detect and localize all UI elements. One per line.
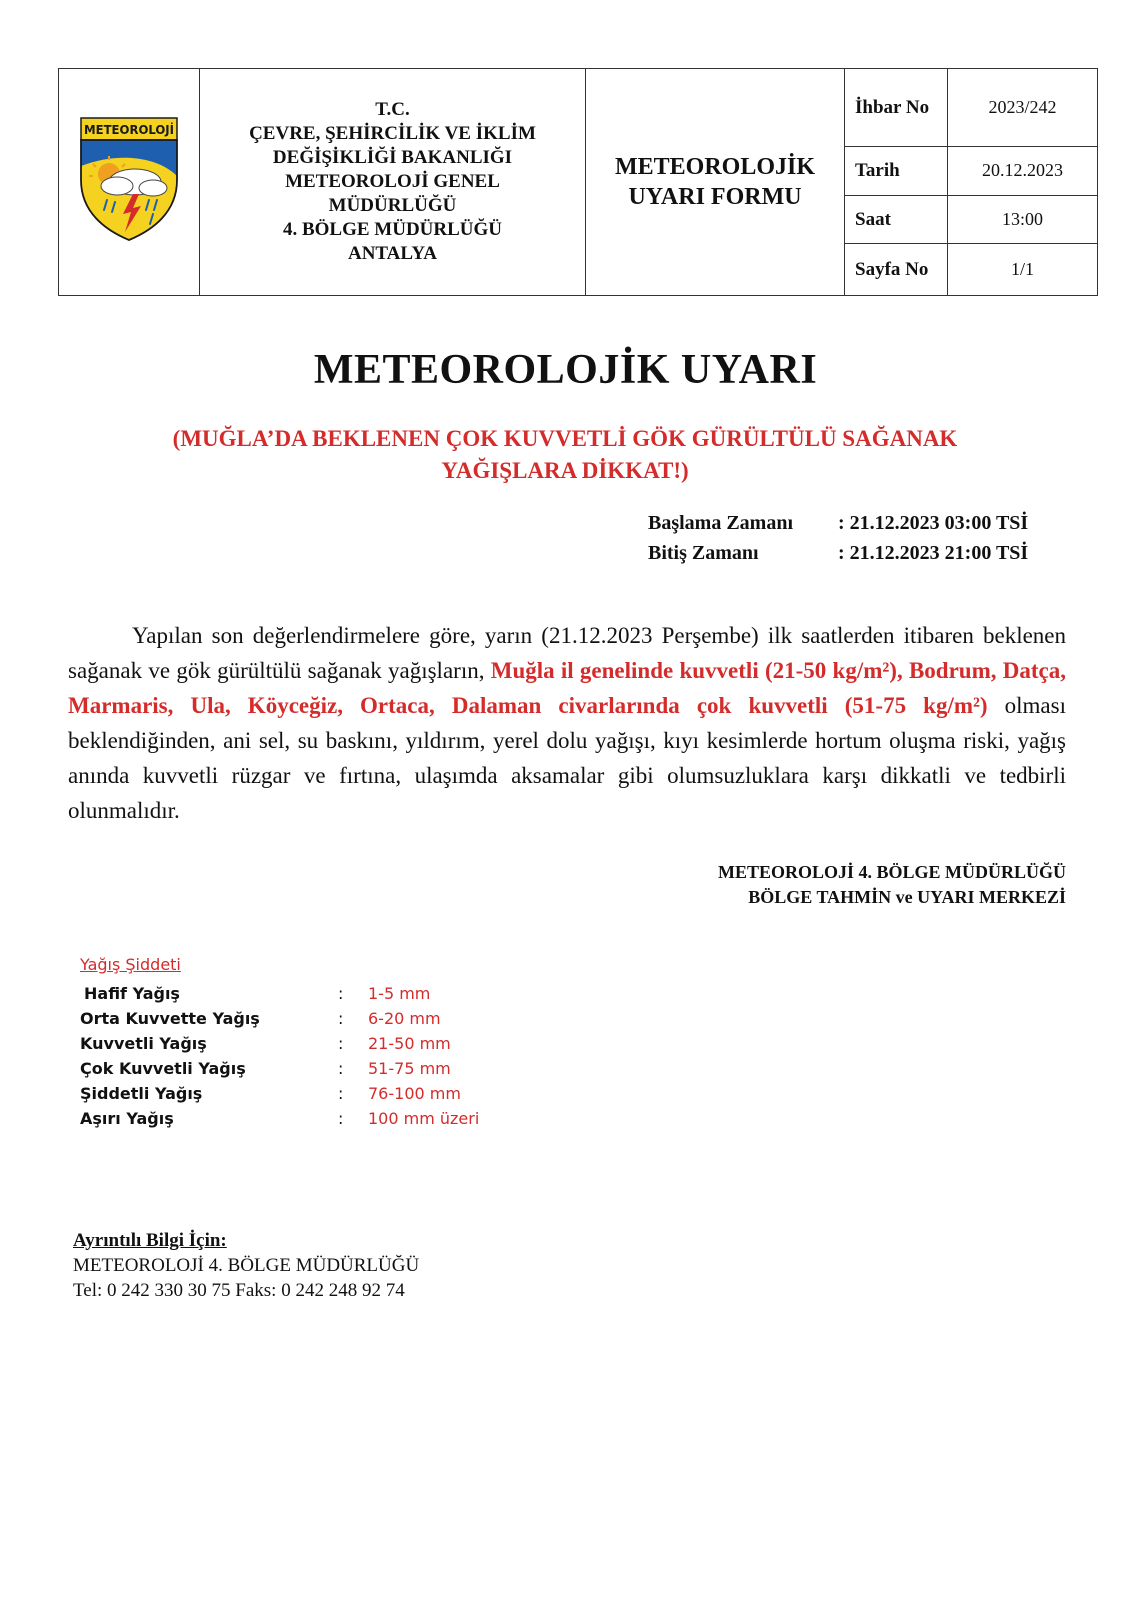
rain-intensity-legend <box>80 955 479 1131</box>
intensity-row <box>80 1106 479 1131</box>
intensity-label: Orta Kuvvette Yağış <box>80 1009 260 1028</box>
signature <box>718 860 1066 910</box>
intensity-colon: : <box>338 1109 344 1128</box>
field-label-saat: Saat <box>845 195 948 243</box>
intensity-row <box>80 1081 479 1106</box>
logo-cell <box>59 69 200 296</box>
field-value-tarih: 20.12.2023 <box>948 147 1098 195</box>
intensity-row <box>80 1056 479 1081</box>
field-label-ihbar-no: İhbar No <box>845 69 948 147</box>
contact-title: Ayrıntılı Bilgi İçin: <box>73 1230 227 1251</box>
intensity-value: 100 mm üzeri <box>368 1109 480 1128</box>
start-time-value: : 21.12.2023 03:00 TSİ <box>838 511 1029 534</box>
field-value-sayfa-no: 1/1 <box>948 243 1098 295</box>
ministry-line: METEOROLOJİ GENEL <box>285 171 500 192</box>
warning-body <box>68 618 1066 828</box>
intensity-colon: : <box>338 1084 344 1103</box>
field-label-sayfa-no: Sayfa No <box>845 243 948 295</box>
body-text-intro: Yapılan son değerlendirmelere göre, yarın (21.12.2023 Perşembe) ilk saatlerden itibaren beklenen sağanak ve gök gürültülü sağanak yağışların, <box>68 623 1066 683</box>
intensity-row <box>80 1031 479 1056</box>
form-title-cell <box>586 69 845 296</box>
start-time-label: Başlama Zamanı <box>648 511 794 534</box>
intensity-title: Yağış Şiddeti <box>80 955 181 974</box>
intensity-colon: : <box>338 1009 344 1028</box>
contact-info <box>73 1228 419 1303</box>
intensity-colon: : <box>338 1034 344 1053</box>
ministry-line: ANTALYA <box>347 243 438 264</box>
ministry-line: 4. BÖLGE MÜDÜRLÜĞÜ <box>282 219 503 240</box>
logo-text: METEOROLOJİ <box>84 122 177 137</box>
field-value-ihbar-no: 2023/242 <box>948 69 1098 147</box>
page-title: METEOROLOJİK UYARI <box>313 347 818 393</box>
intensity-label: Şiddetli Yağış <box>80 1084 203 1103</box>
intensity-label: Hafif Yağış <box>84 984 180 1003</box>
signature-line: BÖLGE TAHMİN ve UYARI MERKEZİ <box>748 887 1066 907</box>
time-window <box>648 508 1068 568</box>
intensity-value: 76-100 mm <box>368 1084 461 1103</box>
end-time-label: Bitiş Zamanı <box>648 541 759 564</box>
ministry-line: ÇEVRE, ŞEHİRCİLİK VE İKLİM <box>249 123 536 144</box>
body-text-highlight: Muğla il genelinde kuvvetli (21-50 kg/m²), Bodrum, Datça, Marmaris, Ula, Köyceğiz, Ortaca, Dalaman civarlarında çok kuvvetli (51-75 kg/m²) <box>68 658 1066 718</box>
ministry-line: T.C. <box>375 99 410 120</box>
field-label-tarih: Tarih <box>845 147 948 195</box>
intensity-value: 51-75 mm <box>368 1059 451 1078</box>
intensity-colon: : <box>338 1059 344 1078</box>
ministry-line: MÜDÜRLÜĞÜ <box>328 195 457 216</box>
intensity-label: Kuvvetli Yağış <box>80 1034 207 1053</box>
field-value-saat: 13:00 <box>948 195 1098 243</box>
intensity-row <box>80 1006 479 1031</box>
end-time-value: : 21.12.2023 21:00 TSİ <box>838 541 1029 564</box>
meteoroloji-logo <box>77 116 181 244</box>
warning-subtitle: (MUĞLA’DA BEKLENEN ÇOK KUVVETLİ GÖK GÜRÜLTÜLÜ SAĞANAK YAĞIŞLARA DİKKAT!) <box>172 426 958 483</box>
intensity-value: 21-50 mm <box>368 1034 451 1053</box>
intensity-colon: : <box>338 984 344 1003</box>
intensity-label: Çok Kuvvetli Yağış <box>80 1059 246 1078</box>
intensity-value: 6-20 mm <box>368 1009 441 1028</box>
intensity-label: Aşırı Yağış <box>80 1109 174 1128</box>
contact-phone: Tel: 0 242 330 30 75 Faks: 0 242 248 92 74 <box>73 1280 405 1301</box>
intensity-row <box>80 981 479 1006</box>
start-time-row <box>648 508 1068 538</box>
end-time-row <box>648 538 1068 568</box>
ministry-line: DEĞİŞİKLİĞİ BAKANLIĞI <box>272 147 513 168</box>
signature-line: METEOROLOJİ 4. BÖLGE MÜDÜRLÜĞÜ <box>717 862 1066 882</box>
form-title-line: METEOROLOJİK <box>614 154 816 180</box>
body-text-outro: olması beklendiğinden, ani sel, su baskını, yıldırım, yerel dolu yağışı, kıyı kesimlerde hortum oluşma riski, yağış anında kuvvetli rüzgar ve fırtına, ulaşımda aksamalar gibi olumsuzluklara karşı dikkatli ve tedbirli olunmalıdır. <box>68 693 1066 823</box>
intensity-value: 1-5 mm <box>368 984 431 1003</box>
header-table <box>58 68 1098 296</box>
contact-org: METEOROLOJİ 4. BÖLGE MÜDÜRLÜĞÜ <box>73 1255 420 1276</box>
ministry-cell <box>200 69 586 296</box>
form-title-line: UYARI FORMU <box>628 184 802 210</box>
